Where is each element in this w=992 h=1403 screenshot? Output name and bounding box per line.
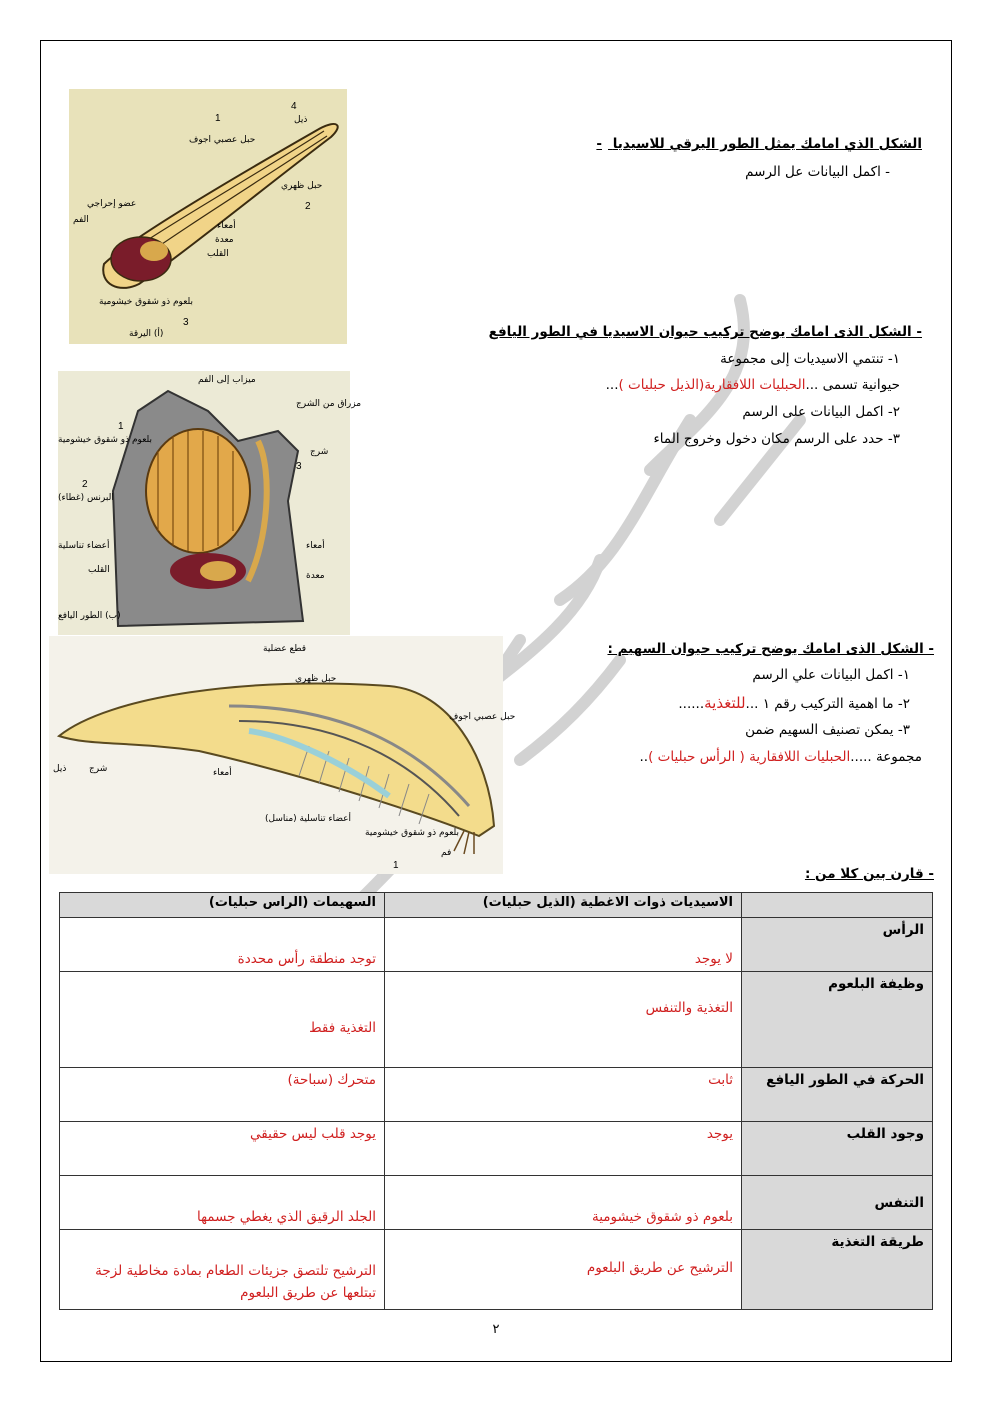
adult-drawing (58, 371, 350, 635)
section3-q1: ١- اكمل البيانات علي الرسم (752, 667, 910, 683)
row-label: وجود القلب (742, 1122, 933, 1176)
fig2-label: ميزاب إلى الفم (198, 375, 256, 385)
fig2-number: 3 (296, 461, 302, 472)
fig2-label: أعضاء تناسلية (58, 541, 110, 551)
cell-amphioxus: الجلد الرقيق الذي يغطي جسمها (60, 1176, 385, 1230)
fig1-label: (أ) اليرقة (129, 329, 164, 339)
fig1-label: الفم (73, 215, 89, 225)
table-row (60, 1176, 933, 1230)
fig2-number: 1 (118, 421, 124, 432)
fig3-label: فم (441, 848, 452, 858)
fig1-label: بلعوم ذو شقوق خيشومية (99, 297, 194, 307)
table-header-cell: السهيمات (الراس حبليات) (60, 893, 385, 918)
table-header-row (60, 893, 933, 918)
section2-q1-answer-line: حيوانية تسمى ...الحبليات اللافقارية(الذيل حبليات )... (605, 377, 900, 393)
cell-amphioxus: متحرك (سباحة) (60, 1068, 385, 1122)
fig2-label: شرج (310, 447, 329, 457)
fig3-number: 1 (393, 860, 399, 871)
cell-ascidian: التغذية والتنفس (385, 972, 742, 1068)
fig2-label: القلب (88, 565, 110, 575)
fig3-label: أعضاء تناسلية (مناسل) (265, 814, 352, 824)
table-row (60, 1230, 933, 1310)
table-row (60, 1068, 933, 1122)
table-header-cell: الاسيديات ذوات الاغطية (الذيل حبليات) (385, 893, 742, 918)
section3-q3: ٣- يمكن تصنيف السهيم ضمن (745, 722, 910, 738)
comparison-table (59, 892, 933, 1310)
section2-q1: ١- تنتمي الاسيديات إلى مجموعة (720, 351, 900, 367)
section3-q3-answer-line: مجموعة .....الحبليات اللافقارية ( الرأس حبليات ).. (639, 749, 922, 765)
fig1-label: ذيل (294, 115, 308, 125)
fig1-label: حبل ظهري (281, 181, 323, 191)
row-label: طريقة التغذية (742, 1230, 933, 1310)
figure-adult (58, 371, 362, 635)
section2-title: - الشكل الذى امامك يوضح تركيب حيوان الاسيديا في الطور اليافع (488, 324, 922, 340)
fig2-label: مزراق من الشرج (296, 399, 362, 409)
row-label: الحركة في الطور اليافع (742, 1068, 933, 1122)
fig3-label: قطع عضلية (263, 644, 307, 654)
fig1-number: 3 (183, 317, 189, 328)
cell-amphioxus: توجد منطقة رأس محددة (60, 918, 385, 972)
fig3-label: بلعوم ذو شقوق خيشومية (365, 828, 460, 838)
table-header-cell (742, 893, 933, 918)
fig3-label: أمعاء (213, 768, 232, 778)
table-row (60, 972, 933, 1068)
answer-text: للتغذية (704, 694, 746, 712)
fig1-label: حبل عصبي اجوف (189, 135, 256, 145)
cell-amphioxus: التغذية فقط (60, 972, 385, 1068)
fig1-label: معدة (215, 235, 234, 245)
fig2-label: بلعوم ذو شقوق خيشومية (58, 435, 153, 445)
fig2-number: 2 (82, 479, 88, 490)
fig3-label: شرج (89, 764, 108, 774)
section3-title: - الشكل الذى امامك يوضح تركيب حيوان السهيم : (607, 641, 934, 657)
amphioxus-drawing (49, 636, 503, 874)
fig1-number: 1 (215, 113, 221, 124)
fig2-label: معدة (306, 571, 325, 581)
fig2-label: (ب) الطور اليافع (58, 611, 121, 621)
row-label: التنفس (742, 1176, 933, 1230)
cell-ascidian: ثابت (385, 1068, 742, 1122)
cell-amphioxus: الترشيح تلتصق جزيئات الطعام بمادة مخاطية لزجة تبتلعها عن طريق البلعوم (60, 1230, 385, 1310)
section1-task: - اكمل البيانات عل الرسم (745, 164, 890, 180)
cell-ascidian: بلعوم ذو شقوق خيشومية (385, 1176, 742, 1230)
section2-q3: ٣- حدد على الرسم مكان دخول وخروج الماء (653, 431, 900, 447)
row-label: الرأس (742, 918, 933, 972)
row-label: وظيفة البلعوم (742, 972, 933, 1068)
cell-amphioxus: يوجد قلب ليس حقيقي (60, 1122, 385, 1176)
table-row (60, 918, 933, 972)
fig1-number: 4 (291, 101, 297, 112)
fig3-label: ذيل (53, 764, 67, 774)
fig2-label: أمعاء (306, 541, 325, 551)
page-number: ٢ (492, 1322, 500, 1337)
section2-q2: ٢- اكمل البيانات على الرسم (742, 404, 900, 420)
figure-amphioxus (49, 636, 516, 874)
section3-q2-line: ٢- ما اهمية التركيب رقم ١ ...للتغذية...... (678, 694, 910, 712)
section1-title: الشكل الذي امامك يمثل الطور اليرقي للاسيديا - (596, 136, 922, 152)
fig3-label: حبل عصبي اجوف (449, 712, 516, 722)
fig1-label: القلب (207, 249, 229, 259)
fig3-label: حبل ظهري (295, 674, 337, 684)
fig1-label: أمعاء (217, 221, 236, 231)
answer-text: الحبليات اللافقارية ( الرأس حبليات ) (648, 749, 851, 765)
fig1-number: 2 (305, 201, 311, 212)
cell-ascidian: الترشيح عن طريق البلعوم (385, 1230, 742, 1310)
cell-ascidian: لا يوجد (385, 918, 742, 972)
cell-ascidian: يوجد (385, 1122, 742, 1176)
figure-larva (69, 89, 347, 344)
fig2-label: البرنس (غطاء) (58, 493, 114, 503)
fig1-label: عضو إحراجي (87, 199, 137, 209)
compare-title: - قارن بين كلا من : (804, 866, 934, 882)
table-row (60, 1122, 933, 1176)
answer-text: الحبليات اللافقارية(الذيل حبليات ) (618, 377, 806, 393)
